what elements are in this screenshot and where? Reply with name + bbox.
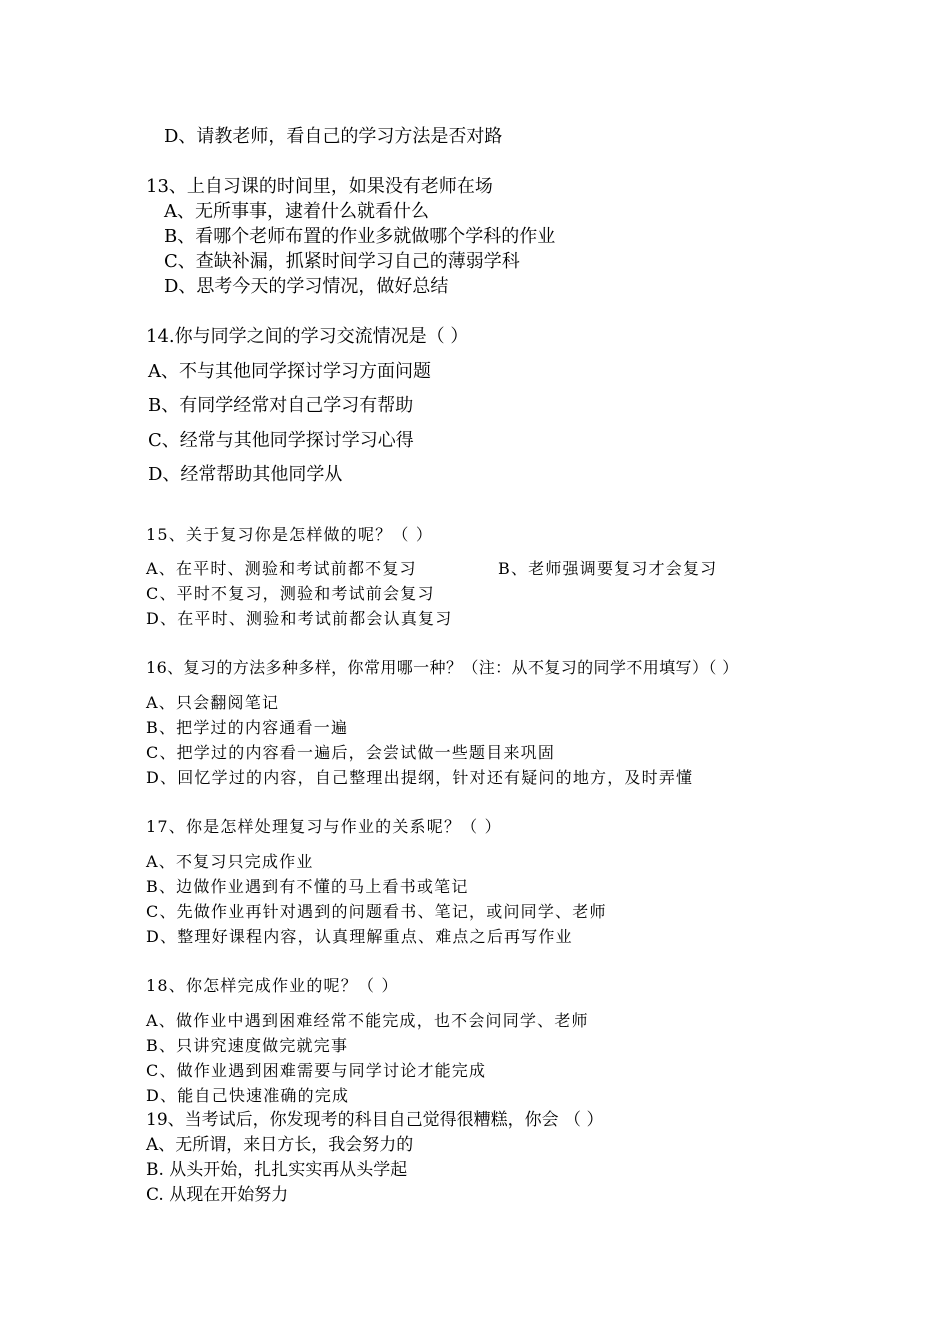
q13-option-b: B、看哪个老师布置的作业多就做哪个学科的作业 (164, 226, 556, 247)
q17-option-d: D、整理好课程内容，认真理解重点、难点之后再写作业 (146, 927, 573, 946)
q13-option-c: C、查缺补漏，抓紧时间学习自己的薄弱学科 (164, 251, 520, 272)
q17-option-c: C、先做作业再针对遇到的问题看书、笔记，或问同学、老师 (146, 902, 607, 921)
q18-option-d: D、能自己快速准确的完成 (146, 1086, 350, 1105)
q13-title: 13、上自习课的时间里，如果没有老师在场 (146, 176, 493, 197)
q18-title: 18、你怎样完成作业的呢？（ ） (146, 976, 399, 995)
q13-option-a: A、无所事事，逮着什么就看什么 (164, 201, 429, 222)
q16-option-b: B、把学过的内容通看一遍 (146, 718, 349, 737)
q14-title: 14.你与同学之间的学习交流情况是（ ） (146, 326, 469, 347)
q17-option-a: A、不复习只完成作业 (146, 852, 314, 871)
q19-option-b: B. 从头开始，扎扎实实再从头学起 (146, 1160, 408, 1180)
q14-option-c: C、经常与其他同学探讨学习心得 (148, 430, 414, 451)
q14-option-d: D、经常帮助其他同学从 (148, 464, 343, 485)
q16-option-a: A、只会翻阅笔记 (146, 693, 280, 712)
q15-title: 15、关于复习你是怎样做的呢？（ ） (146, 525, 434, 544)
q17-title: 17、你是怎样处理复习与作业的关系呢？（ ） (146, 817, 502, 836)
q14-option-b: B、有同学经常对自己学习有帮助 (148, 395, 414, 416)
q15-option-a: A、在平时、测验和考试前都不复习 (146, 559, 417, 578)
q17-option-b: B、边做作业遇到有不懂的马上看书或笔记 (146, 877, 469, 896)
q14-option-a: A、不与其他同学探讨学习方面问题 (148, 361, 431, 382)
q12-option-d: D、请教老师，看自己的学习方法是否对路 (164, 126, 503, 147)
q18-option-b: B、只讲究速度做完就完事 (146, 1036, 349, 1055)
q19-option-c: C. 从现在开始努力 (146, 1185, 289, 1205)
q18-option-c: C、做作业遇到困难需要与同学讨论才能完成 (146, 1061, 487, 1080)
q19-option-a: A、无所谓，来日方长，我会努力的 (146, 1135, 414, 1155)
q15-option-c: C、平时不复习，测验和考试前会复习 (146, 584, 435, 603)
q16-option-d: D、回忆学过的内容，自己整理出提纲，针对还有疑问的地方，及时弄懂 (146, 768, 694, 787)
q19-title: 19、当考试后，你发现考的科目自己觉得很糟糕，你会 （ ） (146, 1110, 604, 1130)
q13-option-d: D、思考今天的学习情况，做好总结 (164, 276, 449, 297)
q18-option-a: A、做作业中遇到困难经常不能完成，也不会问同学、老师 (146, 1011, 589, 1030)
q16-title: 16、复习的方法多种多样，你常用哪一种？（注：从不复习的同学不用填写）（ ） (146, 658, 739, 677)
q15-option-d: D、在平时、测验和考试前都会认真复习 (146, 609, 453, 628)
q15-option-b: B、老师强调要复习才会复习 (498, 559, 718, 578)
q16-option-c: C、把学过的内容看一遍后，会尝试做一些题目来巩固 (146, 743, 556, 762)
